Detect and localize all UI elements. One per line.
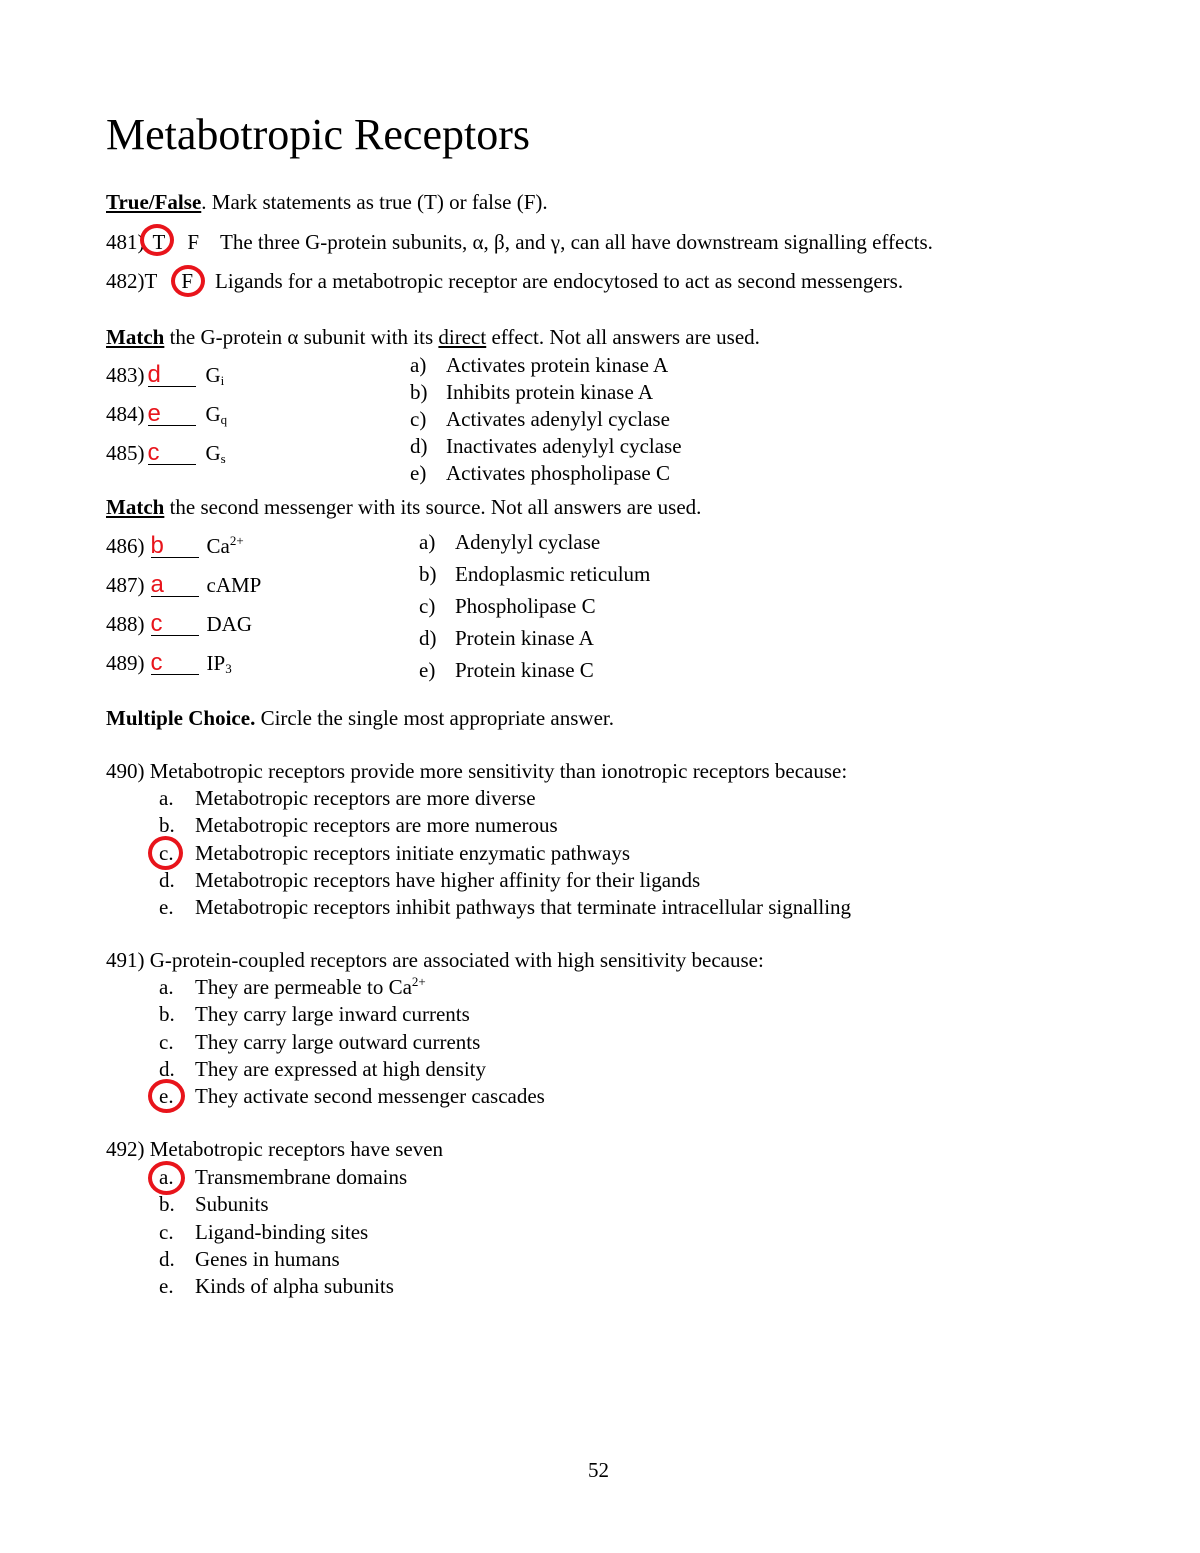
mc-option[interactable]: a. Metabotropic receptors are more diverse [159, 786, 536, 810]
mc-option[interactable]: e. Kinds of alpha subunits [159, 1274, 394, 1299]
match-num: 484) [106, 402, 145, 426]
option-d: d) Protein kinase A [419, 626, 594, 650]
answer-circle-491 [148, 1079, 185, 1113]
match1-item-484 [106, 401, 227, 427]
match-label: Ca [206, 534, 230, 558]
match-num: 488) [106, 612, 145, 636]
match1-options [410, 352, 682, 487]
tf-instruction: . Mark statements as true (T) or false (F). [201, 190, 548, 214]
tf-false[interactable]: F [187, 230, 200, 254]
match-label: G [205, 441, 221, 465]
match2-heading: Match [106, 495, 165, 519]
match2-item-487 [106, 572, 261, 598]
answer-blank[interactable] [148, 401, 196, 426]
match2-options [419, 526, 650, 686]
tf-instruction-line [106, 189, 548, 215]
mc-option[interactable]: d. They are expressed at high density [159, 1056, 486, 1081]
answer-circle-490 [148, 836, 183, 870]
mc-option[interactable]: a. They are permeable to $Ca^{2+}$ [159, 974, 426, 999]
match-label: G [205, 402, 221, 426]
answer-blank[interactable] [148, 362, 196, 387]
option-c: c) Activates adenylyl cyclase [410, 407, 670, 431]
match-label-sup: 2+ [229, 533, 244, 548]
match1-heading: Match [106, 325, 165, 349]
mc-option[interactable]: e. They activate second messenger cascades [159, 1084, 545, 1109]
match-num: 486) [106, 534, 145, 558]
mc-option[interactable]: d. Genes in humans [159, 1246, 340, 1271]
mc-options-491 [159, 974, 545, 1110]
option-a: a) Activates protein kinase A [410, 353, 669, 377]
option-e: e) Activates phospholipase C [410, 461, 670, 485]
match1-instruction-a: the G-protein α subunit with its [164, 325, 439, 349]
match-num: 489) [106, 651, 145, 675]
match-num: 487) [106, 573, 145, 597]
mc-options-492 [159, 1164, 407, 1300]
mc-question-492: 492) Metabotropic receptors have seven [106, 1137, 444, 1161]
mc-option[interactable]: b. Metabotropic receptors are more numerous [159, 813, 558, 838]
match2-item-486 [106, 533, 244, 559]
tf-item-482 [106, 268, 903, 294]
mc-option[interactable]: b. They carry large inward currents [159, 1002, 470, 1027]
match-label-sub: s [220, 451, 226, 466]
match-label-sub: q [220, 412, 228, 427]
match1-item-483 [106, 362, 224, 388]
mc-option[interactable]: b. Subunits [159, 1192, 269, 1217]
tf-num: 481) [106, 230, 145, 254]
answer-circle-true [140, 224, 174, 256]
mc-option[interactable]: c. Ligand-binding sites [159, 1219, 369, 1244]
mc-question-491: 491) G-protein-coupled receptors are associated with high sensitivity because: [106, 948, 764, 972]
mc-options-490 [159, 785, 851, 921]
match-label: cAMP [206, 573, 262, 597]
option-c: c) Phospholipase C [419, 594, 596, 618]
answer-circle-false [171, 265, 205, 297]
handwritten-answer: d [147, 361, 161, 388]
tf-true[interactable]: T [152, 230, 166, 254]
mc-question-490: 490) Metabotropic receptors provide more sensitivity than ionotropic receptors because: [106, 759, 848, 783]
match2-item-489 [106, 650, 232, 676]
mc-instruction: Circle the single most appropriate answer. [255, 706, 614, 730]
match1-instruction-underlined: direct [438, 325, 487, 349]
tf-statement: Ligands for a metabotropic receptor are endocytosed to act as second messengers. [215, 269, 904, 293]
match1-instruction-b: effect. Not all answers are used. [486, 325, 760, 349]
match-label-sub: i [220, 373, 225, 388]
mc-heading: Multiple Choice. [106, 706, 256, 730]
answer-blank[interactable] [151, 650, 199, 675]
tf-heading: True/False [106, 190, 202, 214]
page-title: Metabotropic Receptors [106, 110, 530, 159]
handwritten-answer: a [150, 571, 164, 598]
answer-blank[interactable] [151, 533, 199, 558]
match-num: 483) [106, 363, 145, 387]
match1-instruction-line [106, 324, 760, 350]
mc-option[interactable]: d. Metabotropic receptors have higher affinity for their ligands [159, 867, 701, 892]
answer-circle-492 [148, 1161, 185, 1195]
handwritten-answer: b [150, 532, 164, 559]
match-num: 485) [106, 441, 145, 465]
mc-option[interactable]: c. They carry large outward currents [159, 1029, 481, 1054]
mc-instruction-line [106, 705, 614, 731]
option-b: b) Endoplasmic reticulum [419, 562, 651, 586]
option-a: a) Adenylyl cyclase [419, 530, 601, 554]
handwritten-answer: c [150, 610, 163, 637]
option-d: d) Inactivates adenylyl cyclase [410, 434, 682, 458]
match2-instruction-line [106, 494, 701, 520]
match1-item-485 [106, 440, 226, 466]
option-b: b) Inhibits protein kinase A [410, 380, 654, 404]
mc-option[interactable]: a. Transmembrane domains [159, 1165, 408, 1189]
match-label: G [205, 363, 221, 387]
match2-item-488 [106, 611, 252, 637]
match-label: DAG [206, 612, 252, 636]
tf-item-481 [106, 229, 933, 255]
answer-blank[interactable] [151, 611, 199, 636]
match-label-sub: 3 [225, 661, 232, 676]
mc-option[interactable]: e. Metabotropic receptors inhibit pathways that terminate intracellular signalling [159, 895, 852, 920]
option-e: e) Protein kinase C [419, 658, 594, 682]
tf-num: 482) [106, 269, 145, 293]
answer-blank[interactable] [148, 440, 196, 465]
tf-statement: The three G-protein subunits, α, β, and γ, can all have downstream signalling effects. [220, 230, 933, 254]
handwritten-answer: c [150, 649, 163, 676]
match2-instruction: the second messenger with its source. Not all answers are used. [164, 495, 702, 519]
answer-blank[interactable] [151, 572, 199, 597]
mc-option[interactable]: c. Metabotropic receptors initiate enzymatic pathways [159, 840, 631, 865]
handwritten-answer: c [147, 439, 160, 466]
match-label: IP [206, 651, 226, 675]
handwritten-answer: e [147, 400, 161, 427]
tf-false[interactable]: F [181, 269, 194, 293]
page-number: 52 [588, 1458, 609, 1482]
tf-true[interactable]: T [144, 269, 158, 293]
